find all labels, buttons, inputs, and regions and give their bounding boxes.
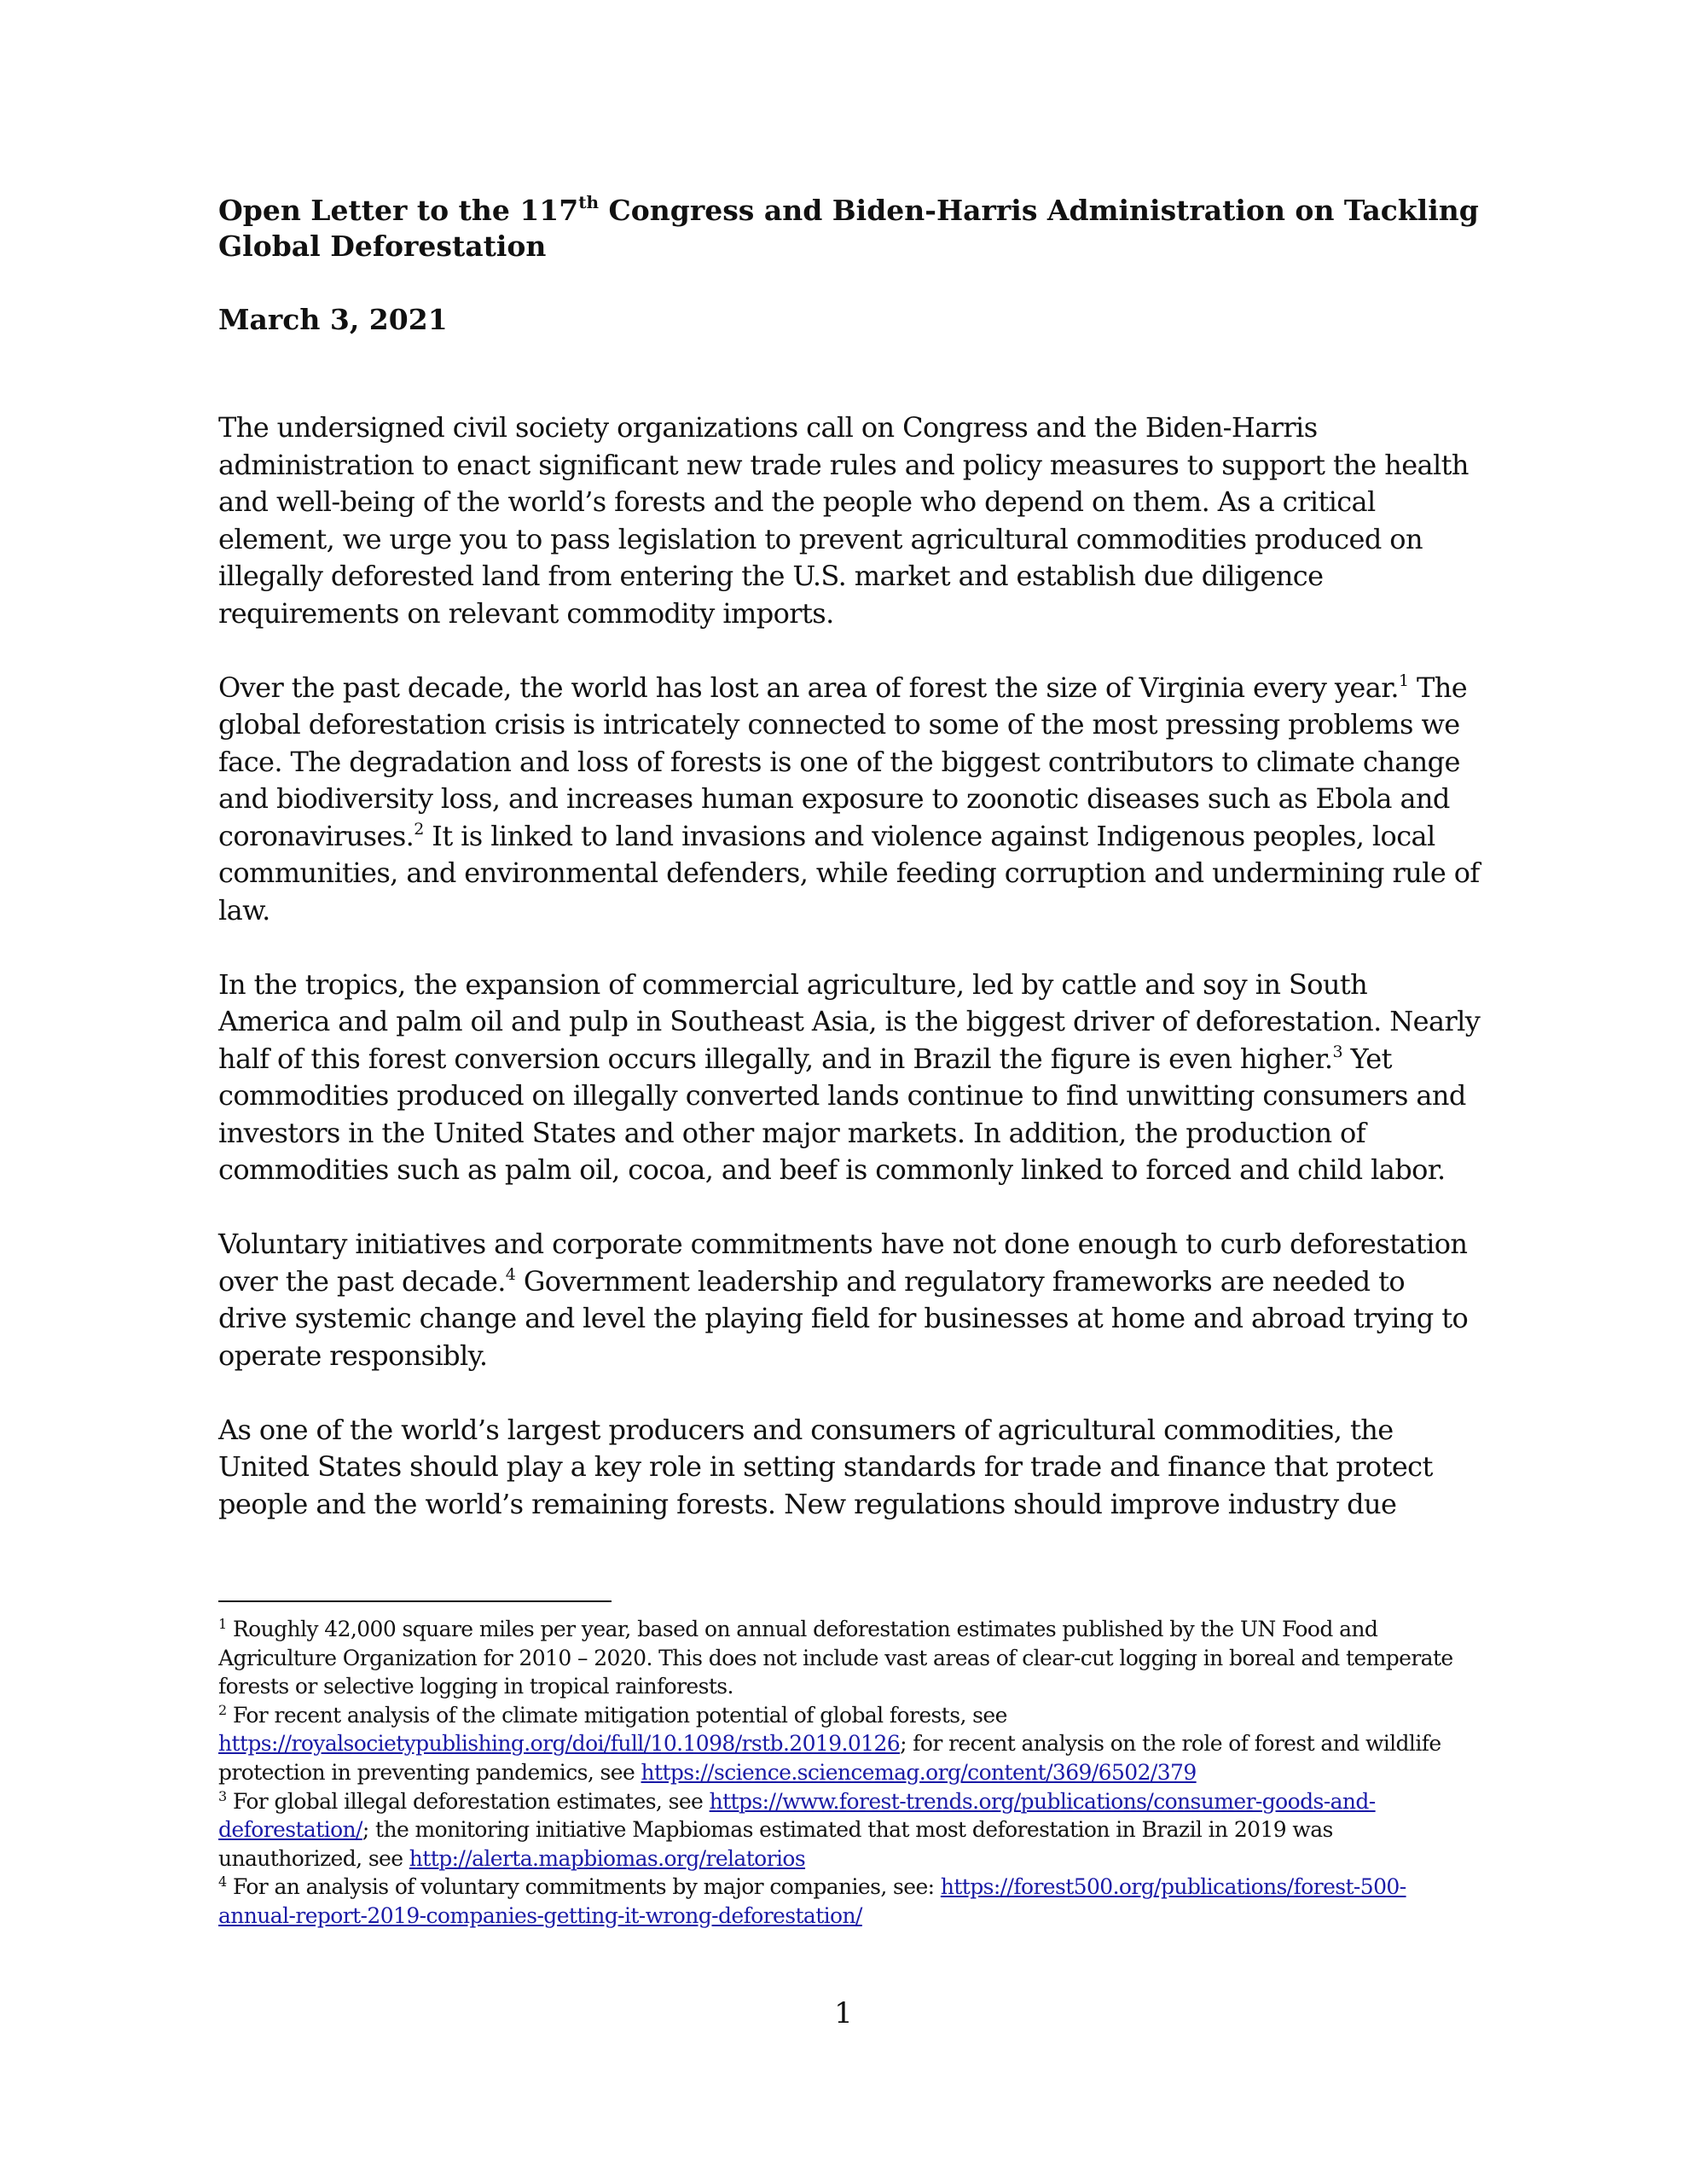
letter-body [218, 410, 1481, 1523]
letter-date: March 3, 2021 [218, 303, 448, 336]
footnote-3-link-mapbiomas[interactable]: http://alerta.mapbiomas.org/relatorios [409, 1845, 806, 1871]
footnote-3-number: 3 [218, 1787, 227, 1804]
paragraph-3-text-b: Yet commodities produced on illegally converted lands continue to find unwitting consumers and investors in the United States and other major markets. In addition, the production of commodities such as palm oil, cocoa, and beef is commonly linked to forced and child labor. [218, 1042, 1466, 1186]
footnote-2 [218, 1701, 1481, 1787]
paragraph-3-text-a: In the tropics, the expansion of commercial agriculture, led by cattle and soy in South America and palm oil and pulp in Southeast Asia, is the biggest driver of deforestation. Nearly half of this forest conversion occurs illegally, and in Brazil the figure is even higher. [218, 967, 1481, 1075]
paragraph-4-text-a: Voluntary initiatives and corporate commitments have not done enough to curb deforestation over the past decade. [218, 1228, 1468, 1298]
letter-title [218, 193, 1481, 264]
footnotes-section [218, 1615, 1481, 1931]
footnote-3-text-a: For global illegal deforestation estimates, see [226, 1788, 710, 1814]
footnote-3-link-forest-trends[interactable]: https://www.forest-trends.org/publications/consumer-goods-and-deforestation/ [218, 1788, 1376, 1843]
page-number: 1 [834, 1996, 853, 2030]
paragraph-2-text-a: Over the past decade, the world has lost an area of forest the size of Virginia every year. [218, 671, 1399, 704]
footnote-ref-3: 3 [1332, 1042, 1342, 1061]
paragraph-5: As one of the world’s largest producers and consumers of agricultural commodities, the United States should play a key role in setting standards for trade and finance that protect people and the world’s remaining forests. New regulations should improve industry due [218, 1413, 1433, 1520]
footnote-4 [218, 1873, 1481, 1930]
footnote-ref-1: 1 [1398, 671, 1409, 690]
footnote-4-link-forest500[interactable]: https://forest500.org/publications/forest-500-annual-report-2019-companies-getting-it-wrong-deforestation/ [218, 1874, 1406, 1928]
paragraph-2-text-c: It is linked to land invasions and violence against Indigenous peoples, local communities, and environmental defenders, while feeding corruption and undermining rule of law. [218, 819, 1480, 926]
title-superscript: th [578, 192, 599, 212]
footnote-divider [218, 1600, 612, 1602]
letter-page [218, 193, 1481, 1560]
footnote-4-text-a: For an analysis of voluntary commitments by major companies, see: [226, 1874, 941, 1900]
footnote-1-text: Roughly 42,000 square miles per year, based on annual deforestation estimates published by the UN Food and Agriculture Organization for 2010 – 2020. This does not include vast areas of clear-cut logging in boreal and temperate forests or selective logging in tropical rainforests. [218, 1617, 1453, 1699]
paragraph-3 [218, 967, 1481, 1189]
paragraph-4-text-b: Government leadership and regulatory frameworks are needed to drive systemic change and level the playing field for businesses at home and abroad trying to operate responsibly. [218, 1264, 1469, 1372]
footnote-2-link-royalsociety[interactable]: https://royalsocietypublishing.org/doi/full/10.1098/rstb.2019.0126 [218, 1731, 901, 1757]
paragraph-2 [218, 670, 1481, 930]
footnote-2-text-a: For recent analysis of the climate mitigation potential of global forests, see [226, 1702, 1007, 1728]
paragraph-2-text-b: The global deforestation crisis is intricately connected to some of the most pressing problems we face. The degradation and loss of forests is one of the biggest contributors to climate change and biodiversity loss, and increases human exposure to zoonotic diseases such as Ebola and coronaviruses. [218, 671, 1468, 852]
footnote-ref-4: 4 [505, 1264, 516, 1284]
footnote-1-number: 1 [218, 1616, 227, 1632]
footnote-3 [218, 1787, 1481, 1873]
paragraph-4 [218, 1226, 1481, 1374]
paragraph-1: The undersigned civil society organizations call on Congress and the Biden-Harris administration to enact significant new trade rules and policy measures to support the health and well-being of the world’s forests and the people who depend on them. As a critical element, we urge you to pass legislation to prevent agricultural commodities produced on illegally deforested land from entering the U.S. market and establish due diligence requirements on relevant commodity imports. [218, 411, 1469, 630]
footnote-2-number: 2 [218, 1701, 227, 1718]
footnote-ref-2: 2 [414, 819, 424, 839]
title-text-part2: Congress and Biden-Harris Administration on Tackling Global Deforestation [218, 194, 1479, 263]
footnote-4-number: 4 [218, 1873, 227, 1891]
footnote-2-link-sciencemag[interactable]: https://science.sciencemag.org/content/369/6502/379 [641, 1759, 1197, 1785]
footnote-1 [218, 1615, 1481, 1701]
title-text-part1: Open Letter to the 117 [218, 194, 579, 227]
footnote-3-text-b: ; the monitoring initiative Mapbiomas estimated that most deforestation in Brazil in 2019 was unauthorized, see [218, 1817, 1333, 1871]
footnote-2-text-b: ; for recent analysis on the role of forest and wildlife protection in preventing pandemics, see [218, 1731, 1441, 1785]
